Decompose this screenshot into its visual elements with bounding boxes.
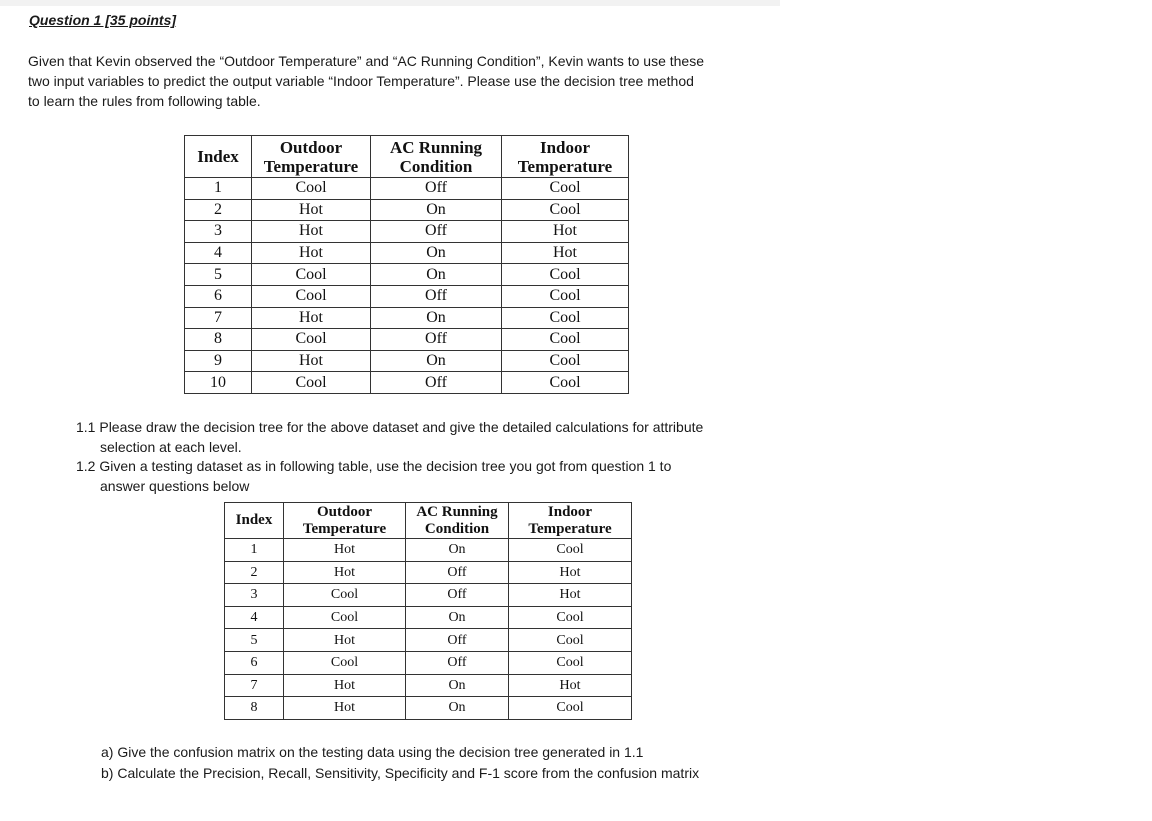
cell-ac: On <box>371 242 502 264</box>
cell-indoor: Hot <box>509 584 632 607</box>
cell-index: 4 <box>185 242 252 264</box>
subquestion-line: 1.1 Please draw the decision tree for the above dataset and give the detailed calculations for attribute <box>76 419 704 435</box>
col-header-ac-running-condition <box>406 503 509 539</box>
table-row <box>225 606 632 629</box>
subquestion-line: 1.2 Given a testing dataset as in following table, use the decision tree you got from question 1 to <box>76 458 672 474</box>
cell-outdoor: Cool <box>252 329 371 351</box>
table-row <box>185 350 629 372</box>
cell-ac: Off <box>371 285 502 307</box>
cell-index: 7 <box>185 307 252 329</box>
question-intro <box>28 51 758 111</box>
cell-outdoor: Hot <box>284 561 406 584</box>
col-header-indoor-temperature <box>502 136 629 178</box>
cell-outdoor: Hot <box>252 350 371 372</box>
col-header-outdoor-temperature <box>252 136 371 178</box>
cell-ac: Off <box>406 561 509 584</box>
header-text: Index <box>197 147 239 166</box>
training-table-header-row <box>185 136 629 178</box>
header-text: Condition <box>399 156 473 176</box>
intro-line: Given that Kevin observed the “Outdoor Temperature” and “AC Running Condition”, Kevin wants to use these <box>28 53 705 69</box>
cell-ac: Off <box>371 221 502 243</box>
cell-outdoor: Hot <box>252 199 371 221</box>
part-a: a) Give the confusion matrix on the testing data using the decision tree generated in 1.1 <box>101 744 644 760</box>
header-text: AC Running <box>389 137 483 157</box>
question-parts <box>101 742 699 784</box>
col-header-index <box>185 136 252 178</box>
cell-ac: Off <box>371 178 502 200</box>
cell-outdoor: Hot <box>284 697 406 720</box>
cell-outdoor: Cool <box>284 584 406 607</box>
page-top-rule <box>0 0 780 6</box>
table-row <box>185 242 629 264</box>
header-text: Temperature <box>302 520 387 537</box>
header-text: Indoor <box>539 137 591 157</box>
header-text: Temperature <box>528 520 612 537</box>
intro-line: two input variables to predict the output variable “Indoor Temperature”. Please use the decision tree method <box>28 73 694 89</box>
cell-indoor: Cool <box>502 350 629 372</box>
cell-outdoor: Hot <box>284 674 406 697</box>
cell-indoor: Cool <box>502 178 629 200</box>
cell-indoor: Hot <box>509 674 632 697</box>
cell-ac: Off <box>406 584 509 607</box>
cell-indoor: Cool <box>509 697 632 720</box>
cell-indoor: Cool <box>502 329 629 351</box>
table-row <box>225 561 632 584</box>
table-row <box>225 629 632 652</box>
table-row <box>185 372 629 394</box>
col-header-indoor-temperature <box>509 503 632 539</box>
question-title: Question 1 [35 points] <box>29 12 177 28</box>
table-row <box>225 674 632 697</box>
table-row <box>185 178 629 200</box>
col-header-index <box>225 503 284 539</box>
table-row <box>185 307 629 329</box>
table-row <box>225 539 632 562</box>
cell-indoor: Cool <box>502 199 629 221</box>
cell-ac: Off <box>371 329 502 351</box>
cell-outdoor: Hot <box>252 307 371 329</box>
cell-index: 3 <box>185 221 252 243</box>
col-header-outdoor-temperature <box>284 503 406 539</box>
cell-index: 2 <box>225 561 284 584</box>
cell-ac: On <box>371 264 502 286</box>
header-text: Condition <box>424 520 490 537</box>
testing-table <box>224 502 632 720</box>
header-text: AC Running <box>416 503 498 520</box>
cell-index: 7 <box>225 674 284 697</box>
header-text: Temperature <box>517 156 613 176</box>
cell-ac: On <box>406 697 509 720</box>
cell-ac: On <box>371 350 502 372</box>
cell-index: 5 <box>225 629 284 652</box>
training-table <box>184 135 629 394</box>
header-text: Index <box>235 512 273 528</box>
cell-indoor: Cool <box>509 539 632 562</box>
cell-outdoor: Cool <box>284 606 406 629</box>
cell-index: 9 <box>185 350 252 372</box>
subquestion-line: answer questions below <box>100 478 250 494</box>
cell-index: 1 <box>185 178 252 200</box>
cell-indoor: Cool <box>502 264 629 286</box>
cell-index: 8 <box>185 329 252 351</box>
cell-index: 3 <box>225 584 284 607</box>
cell-index: 4 <box>225 606 284 629</box>
table-row <box>185 329 629 351</box>
header-text: Indoor <box>547 503 593 520</box>
cell-index: 2 <box>185 199 252 221</box>
cell-index: 6 <box>225 651 284 674</box>
cell-ac: Off <box>371 372 502 394</box>
table-row <box>185 264 629 286</box>
table-row <box>225 697 632 720</box>
cell-outdoor: Cool <box>252 264 371 286</box>
subquestion-1-1 <box>76 417 776 457</box>
cell-ac: On <box>406 674 509 697</box>
cell-index: 5 <box>185 264 252 286</box>
cell-indoor: Cool <box>509 629 632 652</box>
cell-ac: Off <box>406 629 509 652</box>
cell-indoor: Cool <box>502 372 629 394</box>
table-row <box>225 651 632 674</box>
cell-ac: On <box>371 199 502 221</box>
cell-index: 1 <box>225 539 284 562</box>
cell-index: 6 <box>185 285 252 307</box>
cell-ac: On <box>371 307 502 329</box>
cell-indoor: Cool <box>502 307 629 329</box>
table-row <box>185 199 629 221</box>
cell-outdoor: Hot <box>252 221 371 243</box>
testing-table-header-row <box>225 503 632 539</box>
header-text: Outdoor <box>316 503 372 520</box>
part-b: b) Calculate the Precision, Recall, Sensitivity, Specificity and F-1 score from the confusion matrix <box>101 765 700 781</box>
cell-outdoor: Cool <box>284 651 406 674</box>
table-row <box>185 285 629 307</box>
cell-ac: On <box>406 539 509 562</box>
cell-indoor: Hot <box>502 242 629 264</box>
cell-outdoor: Hot <box>284 539 406 562</box>
cell-index: 10 <box>185 372 252 394</box>
table-row <box>225 584 632 607</box>
cell-indoor: Cool <box>509 651 632 674</box>
header-text: Temperature <box>263 156 359 176</box>
subquestion-line: selection at each level. <box>100 439 242 455</box>
header-text: Outdoor <box>279 137 343 157</box>
cell-outdoor: Hot <box>284 629 406 652</box>
cell-outdoor: Cool <box>252 372 371 394</box>
cell-index: 8 <box>225 697 284 720</box>
table-row <box>185 221 629 243</box>
cell-ac: Off <box>406 651 509 674</box>
cell-outdoor: Cool <box>252 178 371 200</box>
cell-indoor: Cool <box>509 606 632 629</box>
cell-outdoor: Hot <box>252 242 371 264</box>
col-header-ac-running-condition <box>371 136 502 178</box>
cell-indoor: Hot <box>502 221 629 243</box>
cell-indoor: Cool <box>502 285 629 307</box>
cell-outdoor: Cool <box>252 285 371 307</box>
subquestion-1-2 <box>76 456 776 496</box>
cell-ac: On <box>406 606 509 629</box>
cell-indoor: Hot <box>509 561 632 584</box>
intro-line: to learn the rules from following table. <box>28 93 261 109</box>
